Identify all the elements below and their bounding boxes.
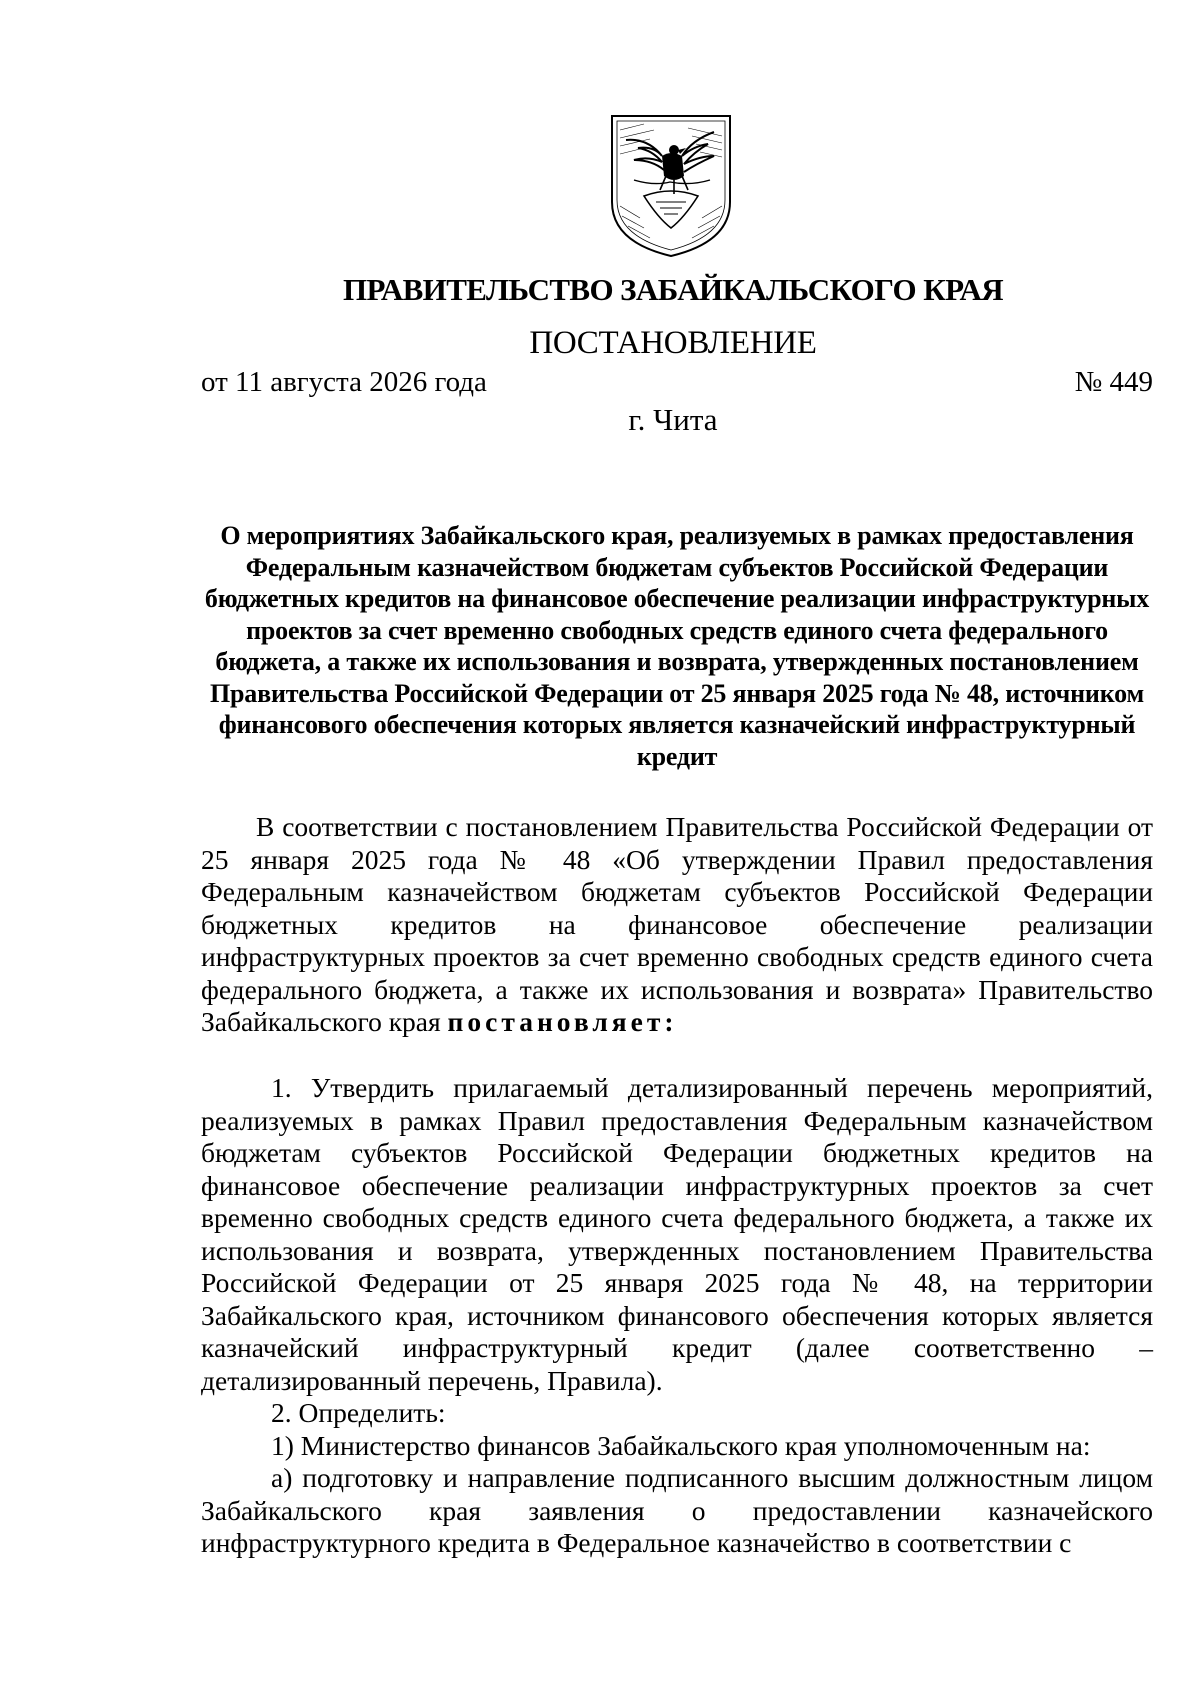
- item-2-1-a: а) подготовку и направление подписанного высшим должностным лицом Забайкальского края заявления о предоставлении казначейского инфраструктурного кредита в Федеральное казначейство в соответствии с: [201, 1462, 1153, 1558]
- document-type: ПОСТАНОВЛЕНИЕ: [529, 325, 817, 361]
- preamble: [201, 811, 1153, 1039]
- document-title: О мероприятиях Забайкальского края, реализуемых в рамках предоставления Федеральным казначейством бюджетам субъектов Российской Федерации бюджетных кредитов на финансовое обеспечение реализации инфраструктурных проектов за счет временно свободных средств единого счета федерального бюджета, а также их использования и возврата, утвержденных постановлением Правительства Российской Федерации от 25 января 2025 года № 48, источником финансового обеспечения которых является казначейский инфраструктурный кредит: [204, 521, 1150, 771]
- resolution-items: [201, 1072, 1153, 1560]
- preamble-text: В соответствии с постановлением Правительства Российской Федерации от 25 января 2025 года № 48 «Об утверждении Правил предоставления Федеральным казначейством бюджетам субъектов Российской Федерации бюджетных кредитов на финансовое обеспечение реализации инфраструктурных проектов за счет временно свободных средств единого счета федерального бюджета, а также их использования и возврата» Правительство Забайкальского края: [201, 811, 1153, 1037]
- item-1: 1. Утвердить прилагаемый детализированный перечень мероприятий, реализуемых в рамках Правил предоставления Федеральным казначейством бюджетам субъектов Российской Федерации бюджетных кредитов на финансовое обеспечение реализации инфраструктурных проектов за счет временно свободных средств единого счета федерального бюджета, а также их использования и возврата, утвержденных постановлением Правительства Российской Федерации от 25 января 2025 года № 48, на территории Забайкальского края, источником финансового обеспечения которых является казначейский инфраструктурный кредит (далее соответственно – детализированный перечень, Правила).: [201, 1072, 1153, 1396]
- document-city: г. Чита: [628, 402, 718, 437]
- organization-name: ПРАВИТЕЛЬСТВО ЗАБАЙКАЛЬСКОГО КРАЯ: [342, 272, 1004, 307]
- document-date: от 11 августа 2026 года: [201, 366, 487, 398]
- item-2-1: 1) Министерство финансов Забайкальского края уполномоченным на:: [271, 1429, 1091, 1461]
- item-2: 2. Определить:: [271, 1397, 446, 1428]
- resolves-word: постановляет:: [447, 1006, 678, 1037]
- coat-of-arms-icon: [604, 110, 738, 260]
- document-number: № 449: [1074, 366, 1153, 398]
